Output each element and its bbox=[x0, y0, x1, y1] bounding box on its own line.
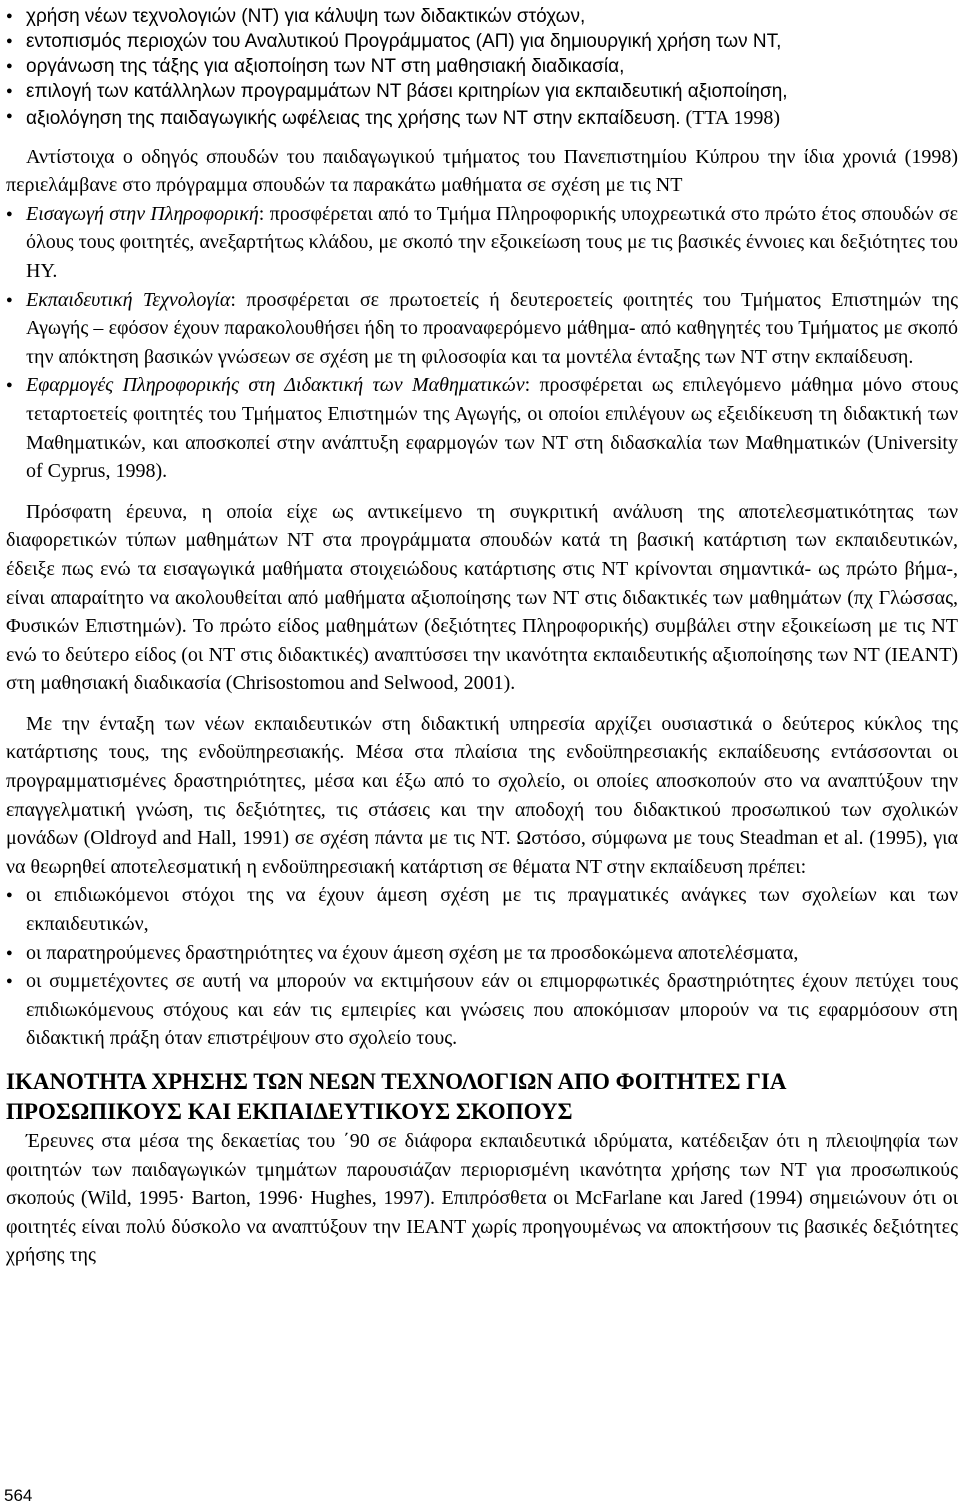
list-item: ● εντοπισμός περιοχών του Αναλυτικού Προγράμματος (ΑΠ) για δημιουργική χρήση των ΝΤ, bbox=[6, 29, 958, 54]
list-item: ● οι συμμετέχοντες σε αυτή να μπορούν να εκτιμήσουν εάν οι επιμορφωτικές δραστηριότητες έχουν πετύχει τους επιδιωκόμενους στόχους και εάν τις εμπειρίες και γνώσεις που αποκόμισαν μπορούν να τις εφαρμόσουν στη διδακτική πράξη όταν επιστρέψουν στο σχολείο τους. bbox=[6, 967, 958, 1053]
objectives-list bbox=[6, 4, 958, 133]
list-item: ● οι παρατηρούμενες δραστηριότητες να έχουν άμεση σχέση με τα προσδοκώμενα αποτελέσματα, bbox=[6, 939, 958, 968]
course-title: Εισαγωγή στην Πληροφορική bbox=[26, 202, 259, 225]
list-item: ● οι επιδιωκόμενοι στόχοι της να έχουν άμεση σχέση με τις πραγματικές ανάγκες των σχολείων και των εκπαιδευτικών, bbox=[6, 881, 958, 938]
list-item: ● Εκπαιδευτική Τεχνολογία: προσφέρεται σε πρωτοετείς ή δευτεροετείς φοιτητές του Τμήματος Επιστημών της Αγωγής – εφόσον έχουν παρακολουθήσει ήδη το προαναφερόμενο μάθημα- από καθηγητές του Τμήματος με σκοπό την απόκτηση βασικών γνώσεων σε σχέση με τη φιλοσοφία και τα μοντέλα ένταξης των ΝΤ στην εκπαίδευση. bbox=[6, 286, 958, 372]
course-title: Εκπαιδευτική Τεχνολογία bbox=[26, 288, 231, 311]
page-number: 564 bbox=[4, 1486, 33, 1505]
list-item: ● Εφαρμογές Πληροφορικής στη Διδακτική των Μαθηματικών: προσφέρεται ως επιλεγόμενο μάθημα μόνο στους τεταρτοετείς φοιτητές του Τμήματος Επιστημών της Αγωγής, οι οποίοι επιλέγουν ως εξειδίκευση τη διδακτική των Μαθηματικών, και αποσκοπεί στην ανάπτυξη εφαρμογών των ΝΤ στη διδασκαλία των Μαθηματικών (University of Cyprus, 1998). bbox=[6, 371, 958, 485]
citation: (ΤΤΑ 1998) bbox=[680, 107, 781, 129]
training-list bbox=[6, 881, 958, 1053]
course-title: Εφαρμογές Πληροφορικής στη Διδακτική των Μαθηματικών bbox=[26, 374, 525, 397]
training-paragraph: Με την ένταξη των νέων εκπαιδευτικών στη διδακτική υπηρεσία αρχίζει ουσιαστικά ο δεύτερος κύκλος της κατάρτισης τους, της ενδοϋπηρεσιακής. Μέσα στα πλαίσια της ενδοϋπηρεσιακής εκπαίδευσης εντάσσονται οι προγραμματισμένες δραστηριότητες, μέσα και έξω από το σχολείο, οι οποίες αποσκοπούν στο να αναπτύξουν την επαγγελματική γνώση, τις δεξιότητες, τις στάσεις και την αποδοχή του διδακτικού προσωπικού των σχολικών μονάδων (Oldroyd and Hall, 1991) σε σχέση πάντα με τις ΝΤ. Ωστόσο, σύμφωνα με τους Steadman et al. (1995), για να θεωρηθεί αποτελεσματική η ενδοϋπηρεσιακή κατάρτιση σε θέματα ΝΤ στην εκπαίδευση πρέπει: bbox=[6, 712, 958, 878]
final-paragraph: Έρευνες στα μέσα της δεκαετίας του ΄90 σε διάφορα εκπαιδευτικά ιδρύματα, κατέδειξαν ότι η πλειοψηφία των φοιτητών των παιδαγωγικών τμημάτων παρουσιάζαν περιορισμένη ικανότητα χρήσης των ΝΤ για προσωπικούς σκοπούς (Wild, 1995· Barton, 1996· Hughes, 1997). Επιπρόσθετα οι McFarlane και Jared (1994) σημειώνουν ότι οι φοιτητές είναι πολύ δύσκολο να αναπτύξουν την ΙΕΑΝΤ χωρίς προηγουμένως να αποκτήσουν τις βασικές δεξιότητες χρήσης της bbox=[6, 1130, 958, 1267]
courses-list bbox=[6, 200, 958, 486]
section-heading: ΙΚΑΝΟΤΗΤΑ ΧΡΗΣΗΣ ΤΩΝ ΝΕΩΝ ΤΕΧΝΟΛΟΓΙΩΝ ΑΠΟ ΦΟΙΤΗΤΕΣ ΓΙΑ ΠΡΟΣΩΠΙΚΟΥΣ ΚΑΙ ΕΚΠΑΙΔΕΥΤΙΚΟΥΣ ΣΚΟΠΟΥΣ bbox=[6, 1069, 787, 1124]
list-item: ● Εισαγωγή στην Πληροφορική: προσφέρεται από το Τμήμα Πληροφορικής υποχρεωτικά στο πρώτο έτος σπουδών σε όλους τους φοιτητές, ανεξαρτήτως κλάδου, με σκοπό την εξοικείωση τους με τις βασικές έννοιες και δεξιότητες του ΗΥ. bbox=[6, 200, 958, 286]
document-page bbox=[6, 4, 958, 1270]
list-item: ● οργάνωση της τάξης για αξιοποίηση των ΝΤ στη μαθησιακή διαδικασία, bbox=[6, 54, 958, 79]
research-paragraph: Πρόσφατη έρευνα, η οποία είχε ως αντικείμενο τη συγκριτική ανάλυση της αποτελεσματικότητας των διαφορετικών τύπων μαθημάτων ΝΤ στα προγράμματα σπουδών κατά τη βασική κατάρτιση των εκπαιδευτικών, έδειξε πως ενώ τα εισαγωγικά μαθήματα στοιχειώδους κατάρτισης στις ΝΤ κρίνονται σημαντικά- ως πρώτο βήμα-, είναι απαραίτητο να ακολουθείται από μαθήματα αξιοποίησης των ΝΤ στις διδακτικές των μαθημάτων (πχ Γλώσσας, Φυσικών Επιστημών). Το πρώτο είδος μαθημάτων (δεξιότητες Πληροφορικής) συμβάλει στην εξοικείωση με τις ΝΤ ενώ το δεύτερο είδος (οι ΝΤ στις διδακτικές) αναπτύσσει την ικανότητα εκπαιδευτικής αξιοποίησης των ΝΤ (ΙΕΑΝΤ) στη μαθησιακή διαδικασία (Chrisostomou and Selwood, 2001). bbox=[6, 500, 958, 695]
list-item: ● αξιολόγηση της παιδαγωγικής ωφέλειας της χρήσης των ΝΤ στην εκπαίδευση. (ΤΤΑ 1998) bbox=[6, 104, 958, 133]
list-item: ● επιλογή των κατάλληλων προγραμμάτων ΝΤ βάσει κριτηρίων για εκπαιδευτική αξιοποίηση, bbox=[6, 79, 958, 104]
list-item: ● χρήση νέων τεχνολογιών (ΝΤ) για κάλυψη των διδακτικών στόχων, bbox=[6, 4, 958, 29]
intro-paragraph: Αντίστοιχα ο οδηγός σπουδών του παιδαγωγικού τμήματος του Πανεπιστημίου Κύπρου την ίδια χρονιά (1998) περιελάμβανε στο πρόγραμμα σπουδών τα παρακάτω μαθήματα σε σχέση με τις ΝΤ bbox=[6, 145, 958, 197]
